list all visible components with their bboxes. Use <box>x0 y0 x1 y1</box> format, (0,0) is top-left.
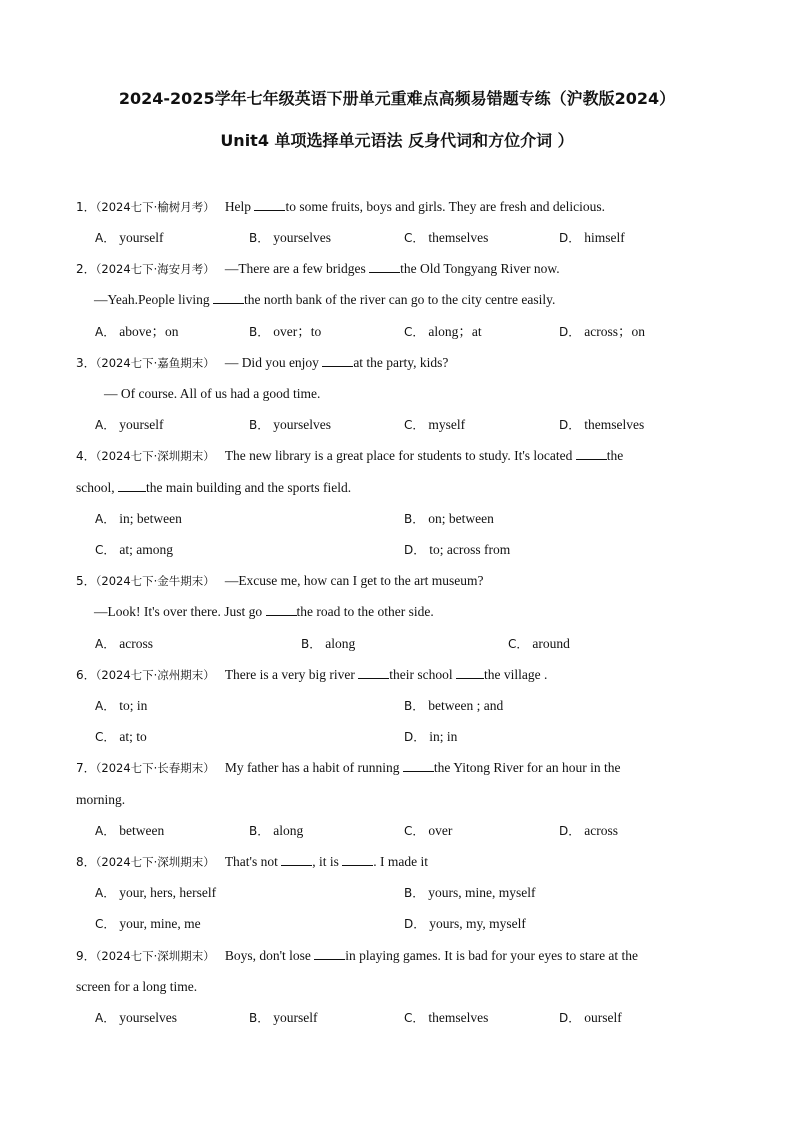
option-c[interactable]: C． themselves <box>404 1010 489 1025</box>
answer-blank <box>456 666 484 679</box>
question-text: the north bank of the river can go to the city centre easily. <box>244 292 556 307</box>
answer-blank <box>576 447 607 460</box>
question-9-line-2 <box>76 978 197 996</box>
question-text: the main building and the sports field. <box>146 480 352 495</box>
question-9 <box>76 947 638 965</box>
question-source: （2024七下·长春期末） <box>95 761 215 775</box>
question-source: （2024七下·深圳期末） <box>95 449 215 463</box>
option-b[interactable]: B． yourselves <box>249 230 331 245</box>
option-c[interactable]: C． myself <box>404 417 466 432</box>
question-text: to some fruits, boys and girls. They are fresh and delicious. <box>285 199 605 214</box>
question-3 <box>76 354 448 372</box>
option-d[interactable]: D． ourself <box>559 1010 622 1025</box>
option-a[interactable]: A． yourself <box>95 417 164 432</box>
question-text: , it is <box>312 854 343 869</box>
question-text: the <box>606 448 624 463</box>
question-text: The new library is a great place for students to study. It's located <box>224 448 576 463</box>
option-b[interactable]: B． yours, mine, myself <box>404 885 536 900</box>
question-5 <box>76 572 483 590</box>
option-c[interactable]: C． over <box>404 823 453 838</box>
option-c[interactable]: C． themselves <box>404 230 489 245</box>
question-6 <box>76 666 547 684</box>
answer-blank <box>322 354 353 367</box>
option-d[interactable]: D． himself <box>559 230 625 245</box>
option-c[interactable]: C． at; among <box>95 542 174 557</box>
option-c[interactable]: C． around <box>508 636 570 651</box>
answer-blank <box>403 759 434 772</box>
option-d[interactable]: D． to; across from <box>404 542 511 557</box>
question-text: — Did you enjoy <box>224 355 323 370</box>
question-2-line-2 <box>94 291 555 309</box>
option-b[interactable]: B． along <box>301 636 356 651</box>
answer-blank <box>118 479 146 492</box>
question-source: （2024七下·深圳期末） <box>95 855 215 869</box>
answer-blank <box>266 603 297 616</box>
option-a[interactable]: A． yourself <box>95 230 164 245</box>
question-number: 6． <box>76 668 96 682</box>
question-source: （2024七下·嘉鱼期末） <box>95 356 215 370</box>
question-text: —There are a few bridges <box>224 261 370 276</box>
question-text: . I made it <box>373 854 428 869</box>
question-source: （2024七下·榆树月考） <box>95 200 215 214</box>
option-d[interactable]: D． themselves <box>559 417 645 432</box>
option-c[interactable]: C． along；at <box>404 324 482 339</box>
option-d[interactable]: D． yours, my, myself <box>404 916 526 931</box>
question-number: 1． <box>76 200 96 214</box>
page-subtitle: Unit4 单项选择单元语法 反身代词和方位介词 ） <box>220 131 574 150</box>
question-text: screen for a long time. <box>76 979 198 994</box>
question-text: Boys, don't lose <box>224 948 315 963</box>
question-text: the Yitong River for an hour in the <box>433 760 621 775</box>
question-text: That's not <box>224 854 282 869</box>
question-source: （2024七下·海安月考） <box>95 262 215 276</box>
option-a[interactable]: A． between <box>95 823 165 838</box>
question-number: 5． <box>76 574 96 588</box>
option-c[interactable]: C． at; to <box>95 729 147 744</box>
answer-blank <box>213 291 244 304</box>
option-c[interactable]: C． your, mine, me <box>95 916 201 931</box>
question-text: —Yeah.People living <box>94 292 214 307</box>
question-number: 8． <box>76 855 96 869</box>
question-source: （2024七下·金牛期末） <box>95 574 215 588</box>
option-b[interactable]: B． along <box>249 823 304 838</box>
question-3-line-2 <box>104 385 320 403</box>
question-text: —Look! It's over there. Just go <box>94 604 266 619</box>
question-text: in playing games. It is bad for your eyes to stare at the <box>345 948 639 963</box>
option-d[interactable]: D． across；on <box>559 324 645 339</box>
question-number: 9． <box>76 949 96 963</box>
question-text: school, <box>76 480 118 495</box>
question-text: at the party, kids? <box>353 355 449 370</box>
question-number: 7． <box>76 761 96 775</box>
question-text: —Excuse me, how can I get to the art museum? <box>224 573 484 588</box>
question-text: Help <box>224 199 255 214</box>
question-number: 3． <box>76 356 96 370</box>
question-text: — Of course. All of us had a good time. <box>104 386 321 401</box>
option-a[interactable]: A． in; between <box>95 511 182 526</box>
answer-blank <box>281 853 312 866</box>
question-2 <box>76 260 560 278</box>
question-text: My father has a habit of running <box>224 760 403 775</box>
question-4-line-2 <box>76 479 351 497</box>
question-number: 2． <box>76 262 96 276</box>
answer-blank <box>358 666 389 679</box>
question-4 <box>76 447 623 465</box>
option-b[interactable]: B． over；to <box>249 324 322 339</box>
question-1 <box>76 198 605 216</box>
option-d[interactable]: D． across <box>559 823 618 838</box>
page-title: 2024-2025学年七年级英语下册单元重难点高频易错题专练（沪教版2024） <box>118 89 676 108</box>
answer-blank <box>369 260 400 273</box>
option-a[interactable]: A． yourselves <box>95 1010 177 1025</box>
question-text: their school <box>389 667 457 682</box>
question-number: 4． <box>76 449 96 463</box>
question-text: the Old Tongyang River now. <box>400 261 560 276</box>
question-7 <box>76 759 620 777</box>
option-a[interactable]: A． across <box>95 636 153 651</box>
option-b[interactable]: B． on; between <box>404 511 494 526</box>
question-text: There is a very big river <box>224 667 359 682</box>
question-text: the village . <box>484 667 548 682</box>
option-a[interactable]: A． your, hers, herself <box>95 885 217 900</box>
option-d[interactable]: D． in; in <box>404 729 458 744</box>
question-5-line-2 <box>94 603 434 621</box>
option-a[interactable]: A． above；on <box>95 324 179 339</box>
option-a[interactable]: A． to; in <box>95 698 148 713</box>
answer-blank <box>254 198 285 211</box>
option-b[interactable]: B． yourself <box>249 1010 318 1025</box>
question-text: morning. <box>76 792 126 807</box>
question-source: （2024七下·深圳期末） <box>95 949 215 963</box>
option-b[interactable]: B． between ; and <box>404 698 504 713</box>
question-text: the road to the other side. <box>296 604 434 619</box>
question-7-line-2 <box>76 791 125 809</box>
answer-blank <box>342 853 373 866</box>
option-b[interactable]: B． yourselves <box>249 417 331 432</box>
question-8 <box>76 853 428 871</box>
answer-blank <box>314 947 345 960</box>
question-source: （2024七下·凉州期末） <box>95 668 215 682</box>
